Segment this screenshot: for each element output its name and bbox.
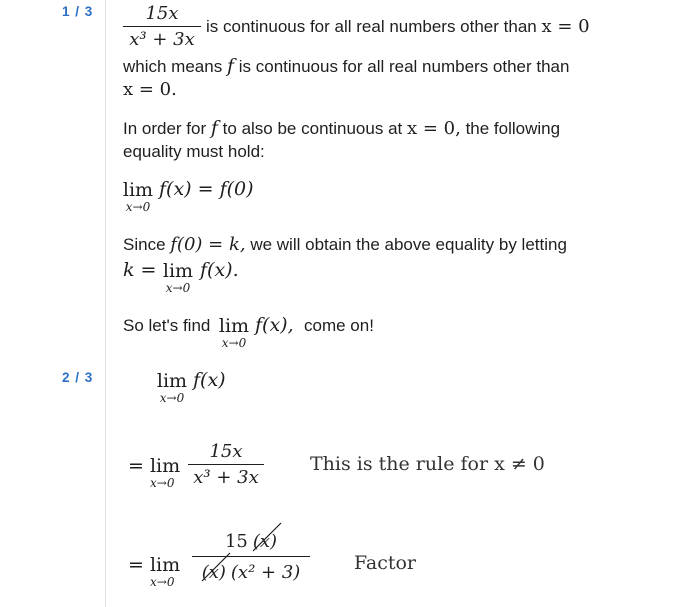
factor-note: Factor <box>354 552 417 574</box>
fraction-row2 <box>192 527 310 588</box>
equals-limit-row1 <box>128 456 186 490</box>
x-equals-zero-period: x = 0. <box>123 79 177 100</box>
continuity-line-3 <box>123 78 177 102</box>
lim-subscript-2: x→0 <box>165 281 191 295</box>
lim-text-2: lim <box>162 260 194 282</box>
lim-subscript-4: x→0 <box>159 391 185 405</box>
fraction-denominator: x³ + 3x <box>129 29 195 50</box>
limit-operator-2 <box>160 261 196 295</box>
limit-operator-3 <box>216 316 252 350</box>
rule-note: This is the rule for x ≠ 0 <box>310 453 545 475</box>
f-symbol-2: f <box>210 117 218 139</box>
obtain-text: we will obtain the above equality by letting <box>250 235 567 254</box>
equals-limit-row2 <box>128 555 186 589</box>
in-order-text: In order for <box>123 119 207 138</box>
x-factor-numerator: (x) <box>252 531 278 552</box>
coefficient-15: 15 <box>224 531 248 552</box>
limit-operator-4 <box>154 371 190 405</box>
come-on-text: come on! <box>304 316 374 335</box>
so-lets-find-text: So let's find <box>123 316 211 335</box>
fraction-row1-denominator: x³ + 3x <box>193 467 259 488</box>
x-equals-zero: x = 0 <box>541 16 590 37</box>
limit-equation: f(x) = f(0) <box>159 178 254 200</box>
lim-subscript-3: x→0 <box>221 336 247 350</box>
f0-equals-k: f(0) = k, <box>170 234 246 255</box>
cancel-stroke-icon <box>249 521 285 553</box>
equality-must-hold: equality must hold: <box>123 142 265 161</box>
fraction-row2-denominator <box>192 557 310 588</box>
paragraph-since <box>123 233 567 257</box>
to-also-text: to also be continuous at <box>222 119 403 138</box>
lim-text: lim <box>122 179 154 201</box>
cancelled-x-numerator <box>253 527 277 556</box>
k-equals: k = <box>123 259 157 281</box>
step-label-2: 2 / 3 <box>62 370 94 385</box>
fraction-numerator: 15x <box>145 3 179 24</box>
x-factor-denominator: (x) <box>201 562 226 583</box>
equals-lim-text: = lim <box>128 455 181 477</box>
limit-operator-1 <box>121 180 155 214</box>
fraction-row1 <box>188 440 264 491</box>
cancelled-x-denominator <box>202 557 226 588</box>
fx-expression: f(x) <box>193 369 226 391</box>
x-squared-plus-3: (x² + 3) <box>230 562 301 583</box>
cancel-stroke-icon-2 <box>198 551 234 583</box>
step-gutter <box>0 0 106 607</box>
fx-period: f(x). <box>200 259 239 281</box>
f-symbol: f <box>226 55 234 77</box>
following-text: the following <box>465 119 561 138</box>
fraction-15x-over-cubic <box>123 2 201 53</box>
x-equals-zero-comma: x = 0, <box>406 118 461 139</box>
lim-subscript: x→0 <box>125 200 151 214</box>
lim-subscript-5: x→0 <box>150 476 175 490</box>
continuous-other-text: is continuous for all real numbers other than <box>238 57 570 76</box>
lim-subscript-6: x→0 <box>150 575 175 589</box>
paragraph-order <box>123 116 560 141</box>
which-means-text: which means <box>123 57 223 76</box>
continuity-line-2 <box>123 54 569 79</box>
since-text: Since <box>123 235 166 254</box>
continuity-text: is continuous for all real numbers other than <box>206 17 537 36</box>
fraction-row1-numerator: 15x <box>209 441 243 462</box>
continuity-line-1 <box>206 15 590 39</box>
lim-text-3: lim <box>218 315 250 337</box>
fx-comma: f(x), <box>255 314 294 336</box>
step-label-1: 1 / 3 <box>62 4 94 19</box>
equals-lim-text-2: = lim <box>128 554 181 576</box>
lim-text-4: lim <box>156 370 188 392</box>
